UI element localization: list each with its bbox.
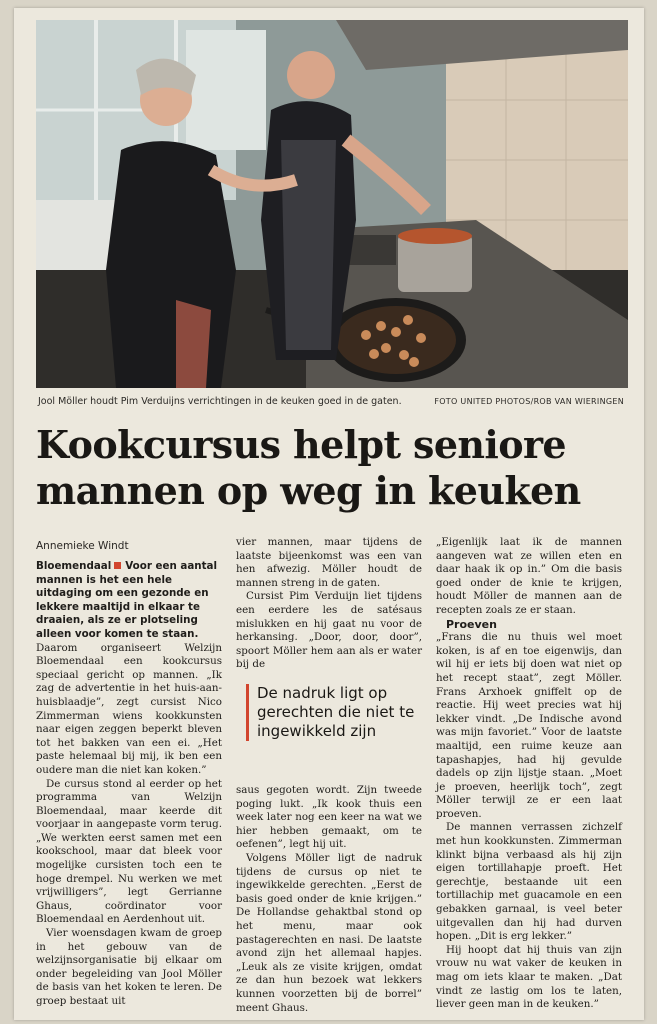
paragraph: Volgens Möller ligt de nadruk tijdens de cursus op niet te ingewikkelde gerechten. „Eerst de basis goed onder de knie krijgen.” De Hollandse gehaktbal stond op het menu, maar ook pastagerechten en nasi. De laatste avond zijn het allemaal hapjes. „Leuk als ze visite krijgen, omdat ze dan hun bezoek wat lekkers kunnen voorzetten bij de borrel” meent Ghaus. <box>236 851 422 1014</box>
paragraph: vier mannen, maar tijdens de laatste bijeenkomst was een van hen afwezig. Möller houdt de mannen streng in de gaten. <box>236 536 422 589</box>
paragraph: Hij hoopt dat hij thuis van zijn vrouw nu wat vaker de keuken in mag om iets klaar te maken. „Dat vindt ze lastig om los te laten, liever geen man in de keuken.” <box>436 943 622 1011</box>
paragraph: Vier woensdagen kwam de groep in het gebouw van de welzijnsorganisatie bij elkaar om onder begeleiding van Jool Möller de basis van het koken te leren. De groep bestaat uit <box>36 927 222 1007</box>
article-column-3 <box>436 536 622 1012</box>
headline <box>36 422 636 514</box>
photo-credit: FOTO UNITED PHOTOS/ROB VAN WIERINGEN <box>434 397 624 406</box>
paragraph: saus gegoten wordt. Zijn tweede poging lukt. „Ik kook thuis een week later nog een keer na wat we hier hebben gemaakt, om te oefenen”, legt hij uit. <box>236 784 422 851</box>
paragraph: Cursist Pim Verduijn liet tijdens een eerdere les de satésaus mislukken en hij gaat nu voor de herkansing. „Door, door, door”, spoort Möller hem aan als er water bij de <box>236 590 422 671</box>
subhead: Proeven <box>446 617 497 631</box>
paragraph: „Frans die nu thuis wel moet koken, is af en toe eigenwijs, dan wil hij er iets bij doen wat niet op het recept staat”, zegt Möller. Frans Arxhoek gniffelt op de reactie. Hij weet precies wat hij lekker vindt. „De Indische avond was mijn favoriet.” Voor de laatste maaltijd, een ruime keuze aan tapashapjes, had hij gevulde dadels op zijn lijstje staan. „Moet je proeven, heerlijk toch”, zegt Möller terwijl ze er een laat proeven. <box>436 631 622 820</box>
byline-author: Annemieke Windt <box>36 540 129 552</box>
article-column-1 <box>36 560 222 1009</box>
paragraph: De mannen verrassen zichzelf met hun kookkunsten. Zimmerman klinkt bijna verbaasd als hij zijn eigen tortillahapje proeft. Het gerechtje, bestaande uit een tortillachip met guacamole en een gebakken garnaal, is veel beter uitgevallen dan hij had durven hopen. „Dit is erg lekker.” <box>436 821 622 943</box>
newspaper-page <box>14 8 644 1020</box>
dateline: Bloemendaal <box>36 560 112 572</box>
lead-paragraph <box>36 560 222 642</box>
caption-text: Jool Möller houdt Pim Verduijns verrichtingen in de keuken goed in de gaten. <box>38 396 402 407</box>
dateline-square-icon <box>114 562 121 569</box>
photo-caption <box>36 396 628 412</box>
pull-quote: De nadruk ligt op gerechten die niet te ingewikkeld zijn <box>246 684 437 741</box>
kitchen-photo-illustration <box>36 20 628 388</box>
headline-line-1: Kookcursus helpt seniore <box>36 422 567 467</box>
lead-text: Voor een aantal mannen is het een hele uitdaging om een gezonde en lekkere maaltijd in elkaar te draaien, als ze er plotseling alleen voor komen te staan. <box>36 560 218 640</box>
paragraph: De cursus stond al eerder op het programma van Welzijn Bloemendaal, maar keerde dit voorjaar in aangepaste vorm terug. „We werkten eerst samen met een kookschool, maar dat bleek voor mogelijke cursisten toch een te hoge drempel. Nu werken we met vrijwilligers”, legt Gerrianne Ghaus, coördinator voor Bloemendaal en Aerdenhout uit. <box>36 777 222 926</box>
article-column-2-bottom <box>236 784 422 1015</box>
paragraph: Daarom organiseert Welzijn Bloemendaal een kookcursus speciaal gericht op mannen. „Ik zag de advertentie in het huis-aan-huisblaadje”, zegt cursist Nico Zimmerman wiens kookkunsten naar eigen zeggen beperkt bleven tot het bakken van een ei. „Het paste helemaal bij mij, ik ben een oudere man die niet kan koken.” <box>36 641 222 776</box>
paragraph: „Eigenlijk laat ik de mannen aangeven wat ze willen eten en daar haak ik op in.” Om die basis goed onder de knie te krijgen, houdt Möller de mannen aan de recepten zoals ze er staan. <box>436 536 622 616</box>
kitchen-photo <box>36 20 628 388</box>
headline-line-2: mannen op weg in keuken <box>36 468 581 513</box>
article-column-2-top <box>236 536 422 672</box>
